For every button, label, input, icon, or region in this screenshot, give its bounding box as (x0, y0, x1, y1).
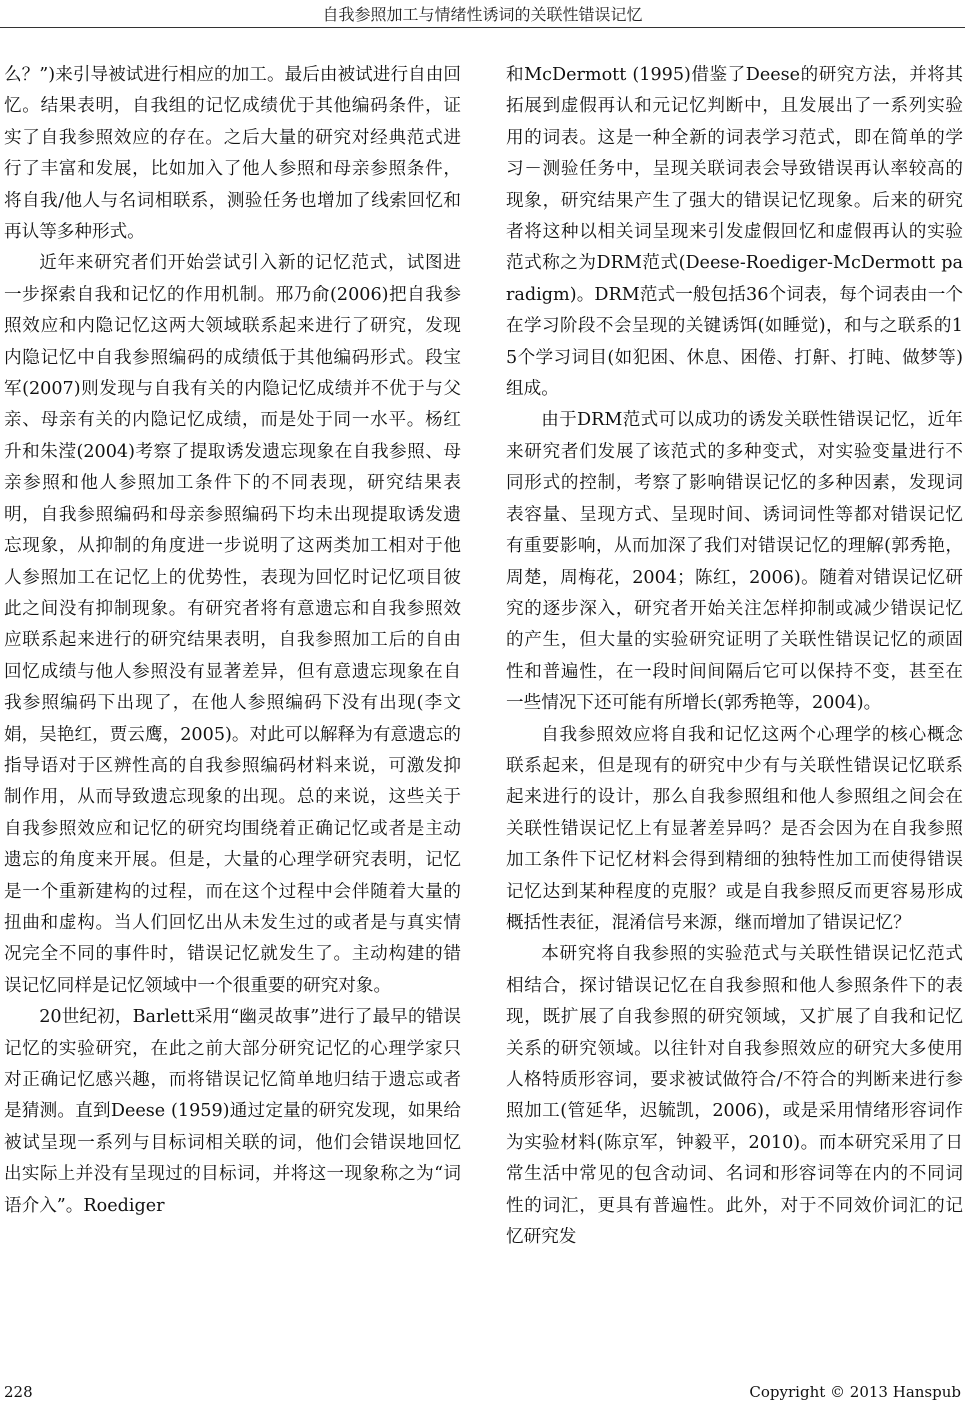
page-number: 228 (4, 1383, 33, 1401)
left-column (4, 60, 461, 1222)
header-rule (0, 27, 965, 28)
paragraph: 本研究将自我参照的实验范式与关联性错误记忆范式相结合，探讨错误记忆在自我参照和他人参照条件下的表现，既扩展了自我参照的研究领域，又扩展了自我和记忆关系的研究领域。以往针对自我参照效应的研究大多使用人格特质形容词，要求被试做符合/不符合的判断来进行参照加工(管延华，迟毓凯，2006)，或是采用情绪形容词作为实验材料(陈京军，钟毅平，2010)。而本研究采用了日常生活中常见的包含动词、名词和形容词等在内的不同词性的词汇，更具有普遍性。此外，对于不同效价词汇的记忆研究发 (506, 944, 963, 1248)
right-column (506, 60, 963, 1253)
paragraph: 20世纪初，Barlett采用“幽灵故事”进行了最早的错误记忆的实验研究，在此之前大部分研究记忆的心理学家只对正确记忆感兴趣，而将错误记忆简单地归结于遗忘或者是猜测。直到Deese (1959)通过定量的研究发现，如果给被试呈现一系列与目标词相关联的词，他们会错误地回忆出实际上并没有呈现过的目标词，并将这一现象称之为“词语介入”。Roediger (4, 1007, 461, 1216)
paragraph: 和McDermott (1995)借鉴了Deese的研究方法，并将其拓展到虚假再认和元记忆判断中，且发展出了一系列实验用的词表。这是一种全新的词表学习范式，即在简单的学习－测验任务中，呈现关联词表会导致错误再认率较高的现象，研究结果产生了强大的错误记忆现象。后来的研究者将这种以相关词呈现来引发虚假回忆和虚假再认的实验范式称之为DRM范式(Deese-Roediger-McDermott paradigm)。DRM范式一般包括36个词表，每个词表由一个在学习阶段不会呈现的关键诱饵(如睡觉)，和与之联系的15个学习词目(如犯困、休息、困倦、打鼾、打盹、做梦等)组成。 (506, 65, 963, 400)
paragraph: 自我参照效应将自我和记忆这两个心理学的核心概念联系起来，但是现有的研究中少有与关联性错误记忆联系起来进行的设计，那么自我参照组和他人参照组之间会在关联性错误记忆上有显著差异吗？是否会因为在自我参照加工条件下记忆材料会得到精细的独特性加工而使得错误记忆达到某种程度的克服？或是自我参照反而更容易形成概括性表征，混淆信号来源，继而增加了错误记忆？ (506, 724, 963, 933)
copyright-notice: Copyright © 2013 Hanspub (749, 1383, 961, 1401)
paragraph: 么？”)来引导被试进行相应的加工。最后由被试进行自由回忆。结果表明，自我组的记忆成绩优于其他编码条件，证实了自我参照效应的存在。之后大量的研究对经典范式进行了丰富和发展，比如加入了他人参照和母亲参照条件，将自我/他人与名词相联系，测验任务也增加了线索回忆和再认等多种形式。 (4, 65, 461, 243)
running-header: 自我参照加工与情绪性诱词的关联性错误记忆 (322, 5, 643, 24)
paragraph: 近年来研究者们开始尝试引入新的记忆范式，试图进一步探索自我和记忆的作用机制。邢乃俞(2006)把自我参照效应和内隐记忆这两大领域联系起来进行了研究，发现内隐记忆中自我参照编码的成绩低于其他编码形式。段宝军(2007)则发现与自我有关的内隐记忆成绩并不优于与父亲、母亲有关的内隐记忆成绩，而是处于同一水平。杨红升和朱滢(2004)考察了提取诱发遗忘现象在自我参照、母亲参照和他人参照加工条件下的不同表现，研究结果表明，自我参照编码和母亲参照编码下均未出现提取诱发遗忘现象，从抑制的角度进一步说明了这两类加工相对于他人参照加工在记忆上的优势性，表现为回忆时记忆项目彼此之间没有抑制现象。有研究者将有意遗忘和自我参照效应联系起来进行的研究结果表明，自我参照加工后的自由回忆成绩与他人参照没有显著差异，但有意遗忘现象在自我参照编码下出现了，在他人参照编码下没有出现(李文娟，吴艳红，贾云鹰，2005)。对此可以解释为有意遗忘的指导语对于区辨性高的自我参照编码材料来说，可激发抑制作用，从而导致遗忘现象的出现。总的来说，这些关于自我参照效应和记忆的研究均围绕着正确记忆或者是主动遗忘的角度来开展。但是，大量的心理学研究表明，记忆是一个重新建构的过程，而在这个过程中会伴随着大量的扭曲和虚构。当人们回忆出从未发生过的或者是与真实情况完全不同的事件时，错误记忆就发生了。主动构建的错误记忆同样是记忆领域中一个很重要的研究对象。 (4, 253, 461, 996)
paragraph: 由于DRM范式可以成功的诱发关联性错误记忆，近年来研究者们发展了该范式的多种变式，对实验变量进行不同形式的控制，考察了影响错误记忆的多种因素，发现词表容量、呈现方式、呈现时间、诱词词性等都对错误记忆有重要影响，从而加深了我们对错误记忆的理解(郭秀艳，周楚，周梅花，2004；陈红，2006)。随着对错误记忆研究的逐步深入，研究者开始关注怎样抑制或减少错误记忆的产生，但大量的实验研究证明了关联性错误记忆的顽固性和普遍性，在一段时间间隔后它可以保持不变，甚至在一些情况下还可能有所增长(郭秀艳等，2004)。 (506, 410, 963, 714)
